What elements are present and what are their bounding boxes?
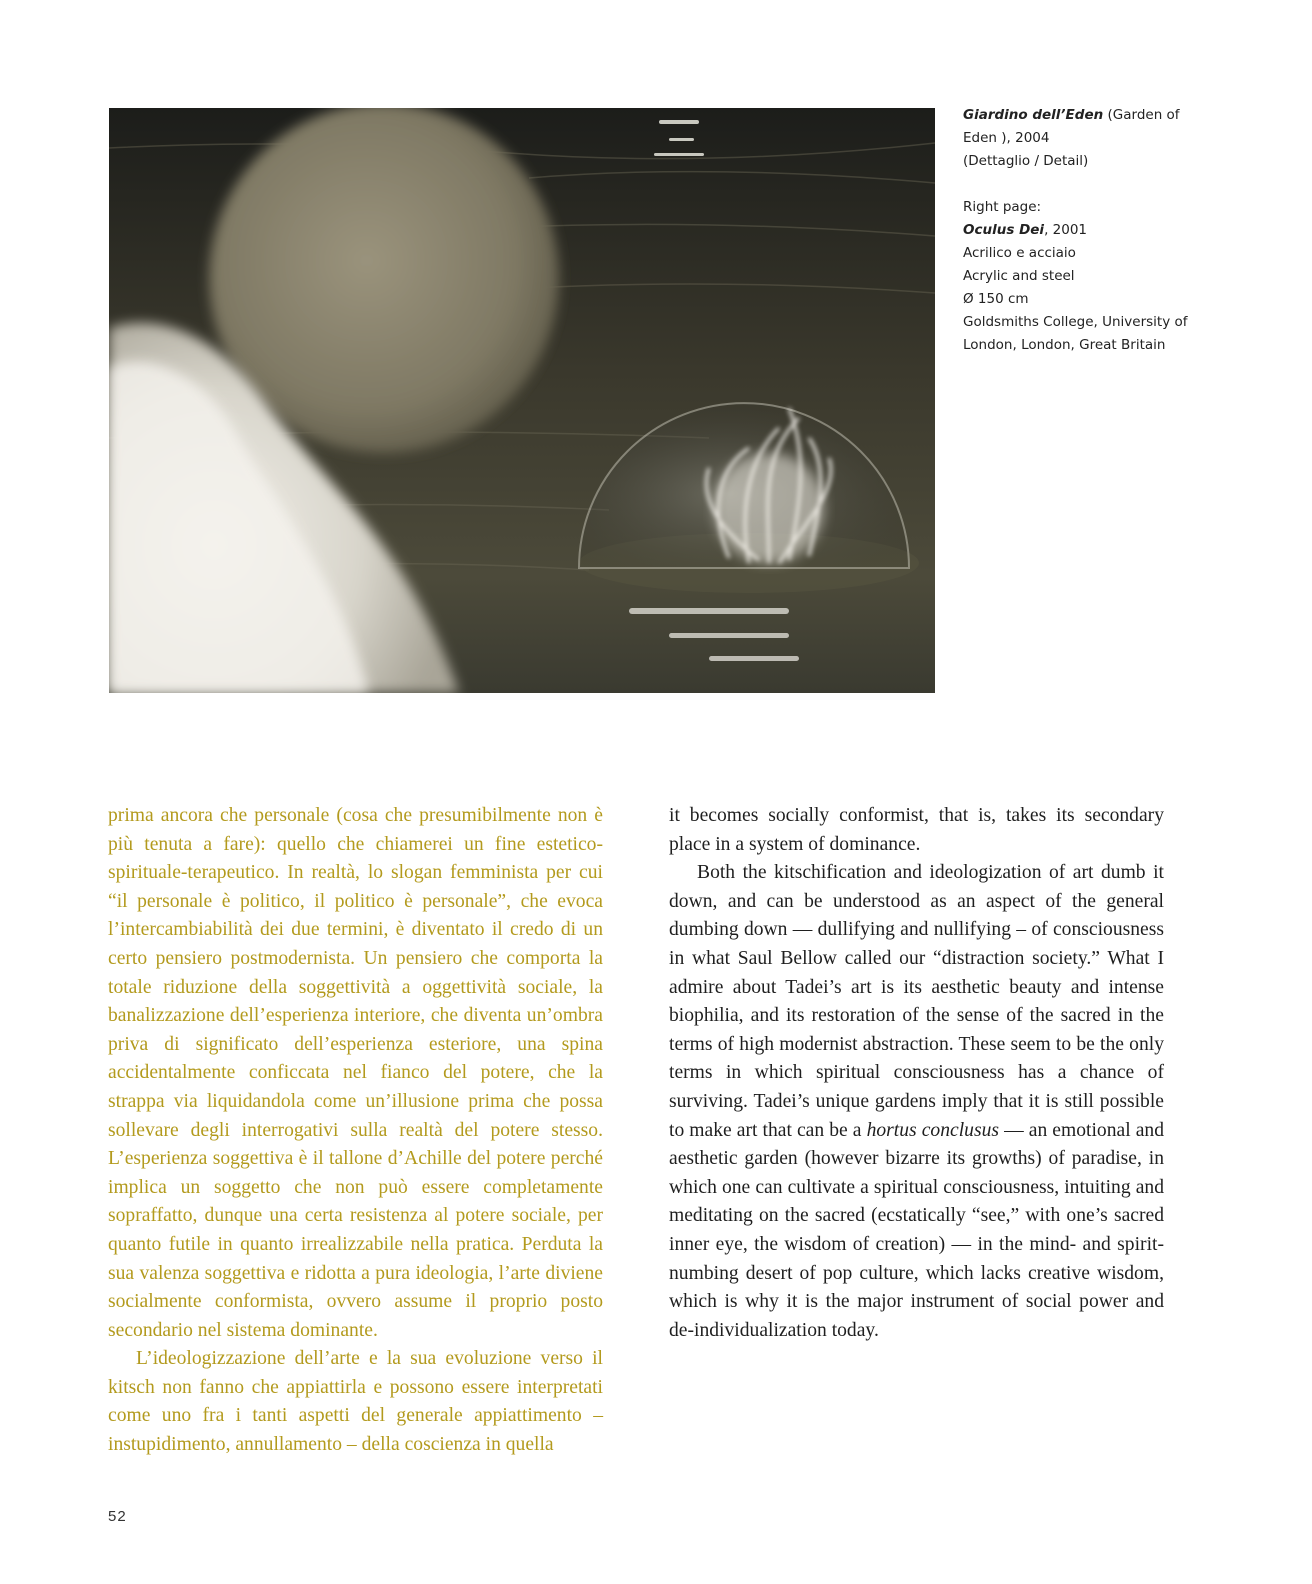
artwork-photo [109, 108, 935, 693]
caption-location: Goldsmiths College, University of London, London, Great Britain [963, 314, 1188, 353]
page-number: 52 [108, 1508, 127, 1525]
english-emphasis: hortus conclusus [866, 1119, 1000, 1141]
caption-title: Giardino dell’Eden [963, 107, 1104, 123]
english-paragraph-2-start: Both the kitschification and ideologization of art dumb it down, and can be understood as an aspect of the general dumbing down — dullifying and nullifying – of consciousness in what Saul Bellow called our “distraction society.” What I admire about Tadei’s art is its aesthetic beauty and intense biophilia, and its restoration of the sense of the sacred in the terms of high modernist abstraction. These seem to be the only terms in which spiritual consciousness has a chance of surviving. Tadei’s unique gardens imply that it is still possible to make art that can be a [669, 862, 1164, 1141]
caption-right-page: Right page: [963, 199, 1042, 215]
italian-paragraph-1: prima ancora che personale (cosa che presumibilmente non è più tenuta a fare): quello che chiamerei un fine estetico-spirituale-terapeutico. In realtà, lo slogan femminista per cui “il personale è politico, il politico è personale”, che evoca l’intercambiabilità dei due termini, è diventato il credo di un certo pensiero postmodernista. Un pensiero che comporta la totale riduzione della soggettività a oggettività sociale, la banalizzazione dell’esperienza interiore, che diventa un’ombra priva di significato dell’esperienza esteriore, una spina accidentalmente conficcata nel fianco del potere, che la strappa via liquidandola come un’illusione prima che possa sollevare degli interrogativi sulla realtà del potere stesso. L’esperienza soggettiva è il tallone d’Achille del potere perché implica un soggetto che non può essere completamente sopraffatto, dunque una certa resistenza al potere sociale, per quanto futile in quanto irrealizzabile nella pratica. Perduta la sua valenza soggettiva e ridotta a pura ideologia, l’arte diviene socialmente conformista, ovvero assume il proprio posto secondario nel sistema dominante. [108, 805, 603, 1341]
caption-title-rest: (Garden of Eden ), 2004 [963, 107, 1180, 146]
text-column-english [669, 802, 1164, 1345]
caption-size: Ø 150 cm [963, 291, 1029, 307]
caption-medium-en: Acrylic and steel [963, 268, 1075, 284]
italic-text-column-italian [108, 802, 603, 1460]
caption-work-line [963, 219, 1203, 242]
caption-figure-line [963, 104, 1203, 150]
caption-medium-it: Acrilico e acciaio [963, 245, 1076, 261]
english-paragraph-2-end: — an emotional and aesthetic garden (however bizarre its growths) of paradise, in which one can cultivate a spiritual consciousness, intuiting and meditating on the sacred (ecstatically “see,” with one’s sacred inner eye, the wisdom of creation) — in the mind- and spirit-numbing desert of pop culture, which lacks creative wisdom, which is why it is the major instrument of social power and de-individualization today. [669, 1119, 1165, 1341]
caption-work-year: , 2001 [1044, 222, 1088, 238]
english-paragraph-1: it becomes socially conformist, that is, takes its secondary place in a system of dominance. [669, 805, 1164, 855]
figure-caption [963, 104, 1203, 357]
caption-work-title: Oculus Dei [963, 222, 1045, 238]
english-paragraph-2 [669, 859, 1164, 1345]
italian-paragraph-2: L’ideologizzazione dell’arte e la sua evoluzione verso il kitsch non fanno che appiattirla e possono essere interpretati come uno fra i tanti aspetti del generale appiattimento – instupidimento, annullamento – della coscienza in quella [108, 1348, 603, 1456]
caption-detail: (Dettaglio / Detail) [963, 153, 1089, 169]
